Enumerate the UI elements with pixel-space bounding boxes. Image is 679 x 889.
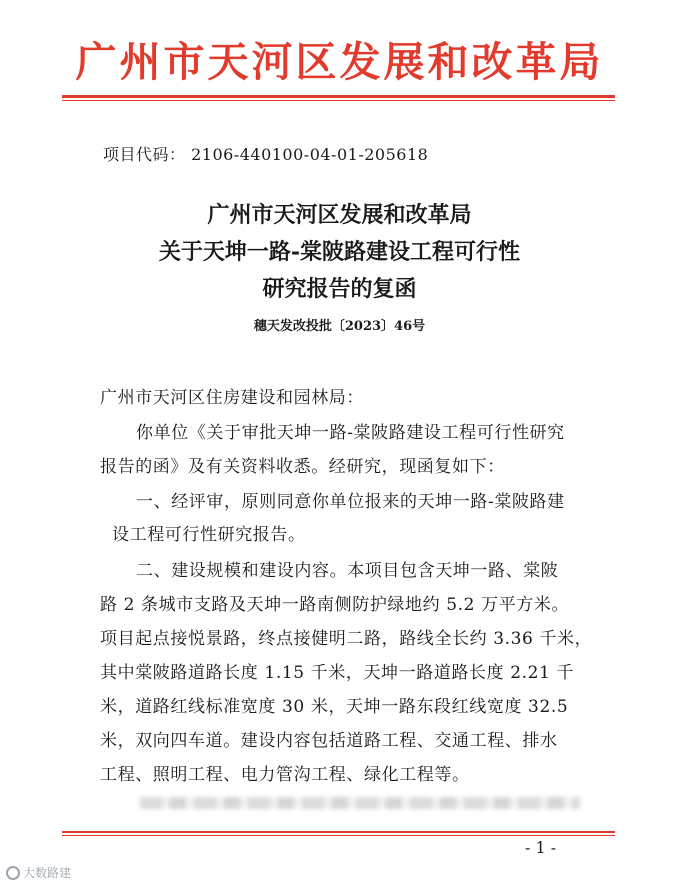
- footer-red-rule-thin: [62, 835, 615, 836]
- salutation: 广州市天河区住房建设和园林局：: [100, 388, 364, 408]
- paragraph-3-line: 二、建设规模和建设内容。本项目包含天坤一路、棠陂: [136, 561, 559, 581]
- paragraph-3-line: 项目起点接悦景路，终点接健明二路，路线全长约 3.36 千米，: [100, 629, 593, 649]
- watermark-text: 大数路建: [23, 866, 72, 880]
- paragraph-1-line: 报告的函》及有关资料收悉。经研究，现函复如下：: [100, 457, 505, 477]
- paragraph-3-line: 工程、照明工程、电力管沟工程、绿化工程等。: [100, 765, 470, 785]
- paragraph-3-line: 米，道路红线标准宽度 30 米，天坤一路东段红线宽度 32.5: [100, 697, 569, 717]
- paragraph-3-line: 路 2 条城市支路及天坤一路南侧防护绿地约 5.2 万平方米。: [100, 595, 570, 615]
- issuing-agency-header: 广州市天河区发展和改革局: [75, 38, 604, 86]
- page-number: - 1 -: [525, 838, 557, 857]
- header-red-rule: [62, 95, 615, 98]
- watermark: [6, 864, 71, 881]
- document-number: 穗天发改投批〔2023〕46号: [253, 319, 426, 334]
- blurred-text-line: [140, 797, 580, 809]
- header-red-rule-thin: [62, 100, 615, 101]
- watermark-logo-icon: [6, 866, 20, 880]
- project-code: 项目代码： 2106-440100-04-01-205618: [103, 145, 429, 164]
- paragraph-3-line: 米，双向四车道。建设内容包括道路工程、交通工程、排水: [100, 731, 558, 751]
- document-title-line-1: 广州市天河区发展和改革局: [207, 202, 472, 228]
- paragraph-2-line: 设工程可行性研究报告。: [112, 525, 306, 545]
- document-title-line-2: 关于天坤一路-棠陂路建设工程可行性: [158, 239, 521, 265]
- paragraph-3-line: 其中棠陂路道路长度 1.15 千米，天坤一路道路长度 2.21 千: [100, 663, 575, 683]
- document-title-line-3: 研究报告的复函: [262, 276, 417, 302]
- paragraph-2-line: 一、经评审，原则同意你单位报来的天坤一路-棠陂路建: [136, 492, 565, 512]
- paragraph-1-line: 你单位《关于审批天坤一路-棠陂路建设工程可行性研究: [136, 423, 565, 443]
- footer-red-rule: [62, 831, 615, 833]
